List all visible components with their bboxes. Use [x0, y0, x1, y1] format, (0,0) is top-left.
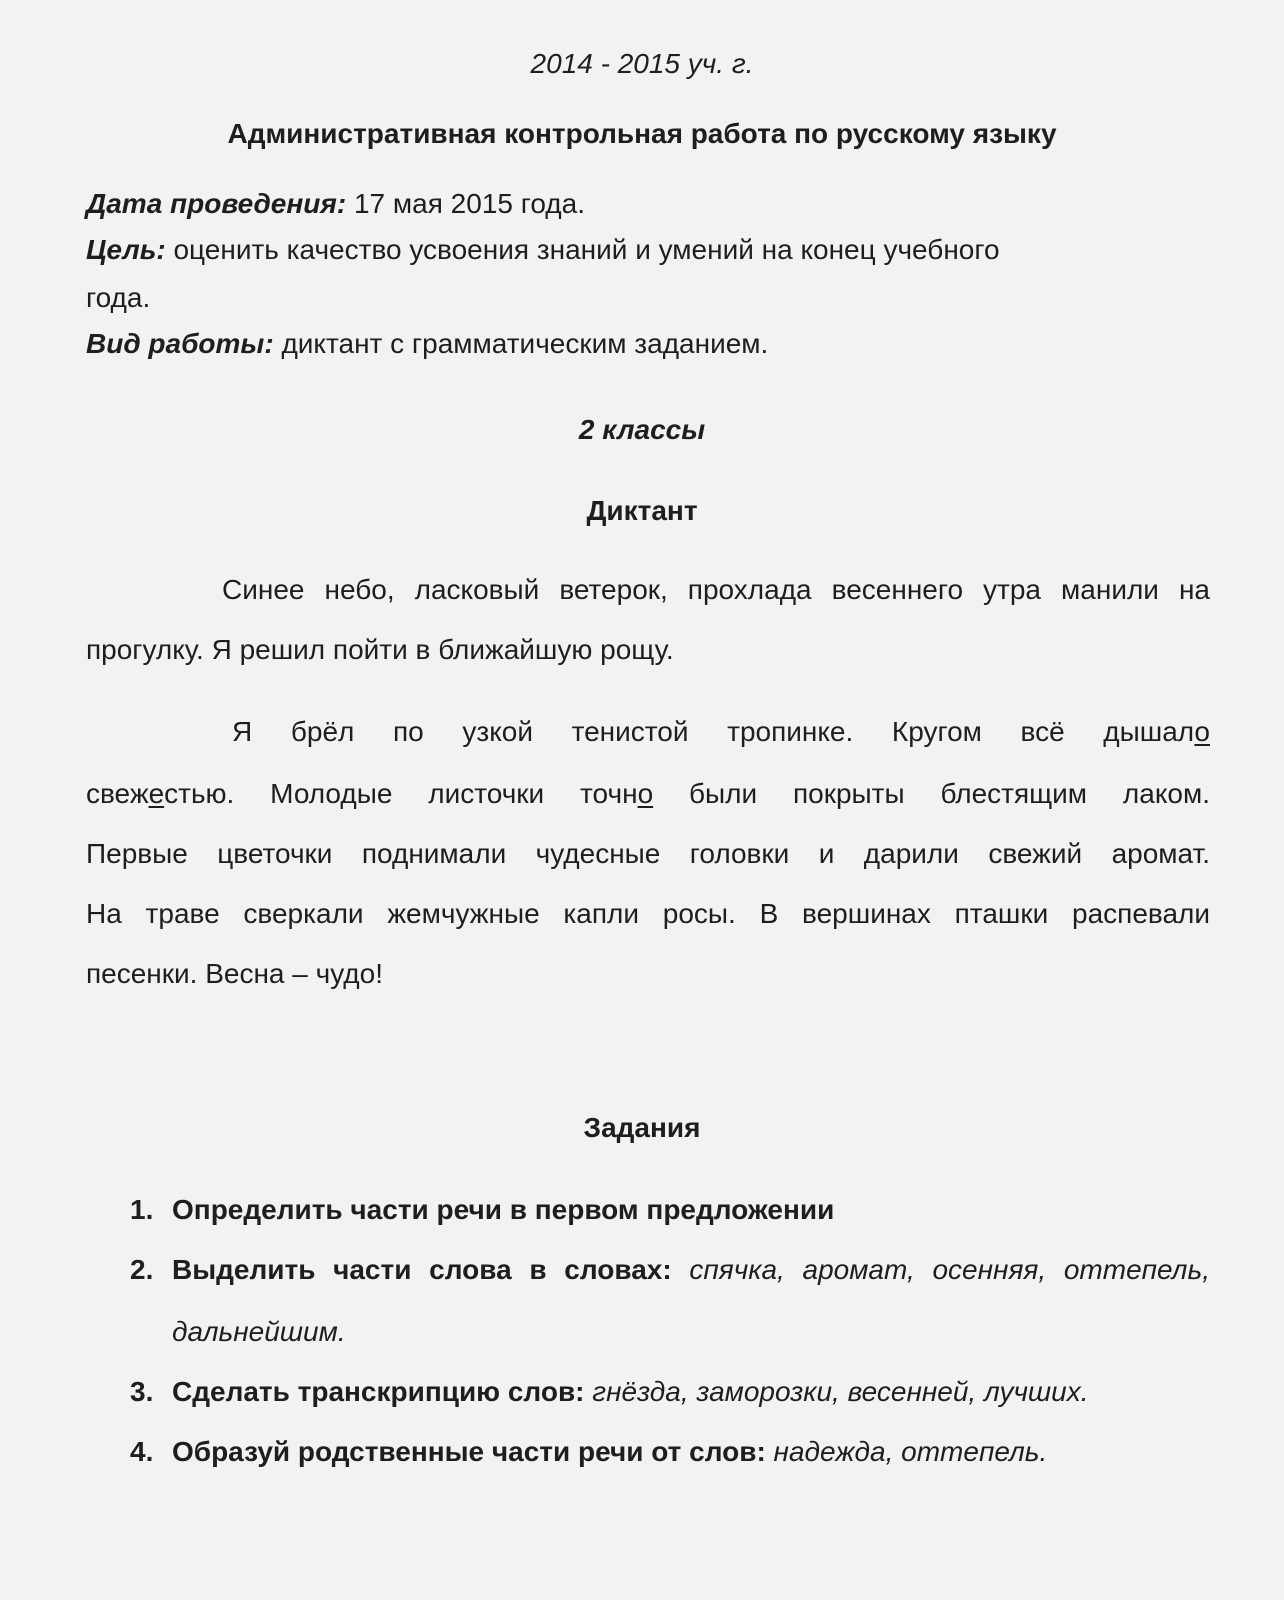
dictation-p1-line2: прогулку. Я решил пойти в ближайшую рощу. — [86, 634, 674, 665]
task-label: Образуй родственные части речи от слов: — [172, 1436, 766, 1467]
underlined-letter: е — [148, 778, 165, 809]
dictation-p2-line4: На траве сверкали жемчужные капли росы. В вершинах пташки распевали — [86, 898, 1210, 929]
task-label: Выделить части слова в словах: — [172, 1254, 672, 1285]
dictation-p2-line3: Первые цветочки поднимали чудесные головки и дарили свежий аромат. — [86, 838, 1210, 869]
dictation-p2-line2 — [86, 776, 1210, 812]
goal-line-continued: года. — [86, 282, 151, 313]
task-words: спячка, аромат, осенняя, оттепель, — [671, 1254, 1210, 1285]
tasks-heading: Задания — [583, 1112, 701, 1143]
p2-line1-text: Я брёл по узкой тенистой тропинке. Кругом всё дышал — [232, 716, 1195, 747]
task-words-continued: дальнейшим. — [172, 1316, 346, 1347]
work-type-line — [86, 326, 768, 362]
p2-line2-text-b: стью. Молодые листочки точн — [164, 778, 638, 809]
work-type-value: диктант с грамматическим заданием. — [273, 328, 769, 359]
task-number: 4. — [130, 1436, 154, 1467]
task-words: гнёзда, заморозки, весенней, лучших. — [584, 1376, 1089, 1407]
goal-label: Цель: — [86, 234, 166, 265]
task-item — [130, 1374, 1089, 1410]
task-label: Определить части речи в первом предложении — [172, 1194, 835, 1225]
dictation-heading: Диктант — [586, 495, 698, 526]
task-number: 1. — [130, 1194, 154, 1225]
task-label: Сделать транскрипцию слов: — [172, 1376, 585, 1407]
document-title: Административная контрольная работа по русскому языку — [227, 118, 1057, 149]
task-words: надежда, оттепель. — [765, 1436, 1048, 1467]
task-number: 2. — [130, 1254, 154, 1285]
goal-value: оценить качество усвоения знаний и умений на конец учебного — [165, 234, 1000, 265]
work-type-label: Вид работы: — [86, 328, 274, 359]
dictation-p2-line1 — [232, 714, 1210, 750]
underlined-letter: о — [1194, 716, 1210, 747]
p2-line2-text-a: свеж — [86, 778, 149, 809]
grade-heading: 2 классы — [578, 414, 706, 445]
date-value: 17 мая 2015 года. — [346, 188, 585, 219]
dictation-p1-line1: Синее небо, ласковый ветерок, прохлада весеннего утра манили на — [222, 574, 1210, 605]
goal-line — [86, 232, 1000, 268]
p2-line2-text-c: были покрыты блестящим лаком. — [653, 778, 1210, 809]
task-item — [130, 1434, 1047, 1470]
date-label: Дата проведения: — [86, 188, 347, 219]
dictation-p2-line5: песенки. Весна – чудо! — [86, 958, 383, 989]
date-line — [86, 186, 585, 222]
task-number: 3. — [130, 1376, 154, 1407]
underlined-letter: о — [637, 778, 654, 809]
task-item — [130, 1192, 834, 1228]
task-item — [130, 1252, 1210, 1288]
school-year: 2014 - 2015 уч. г. — [530, 48, 754, 79]
